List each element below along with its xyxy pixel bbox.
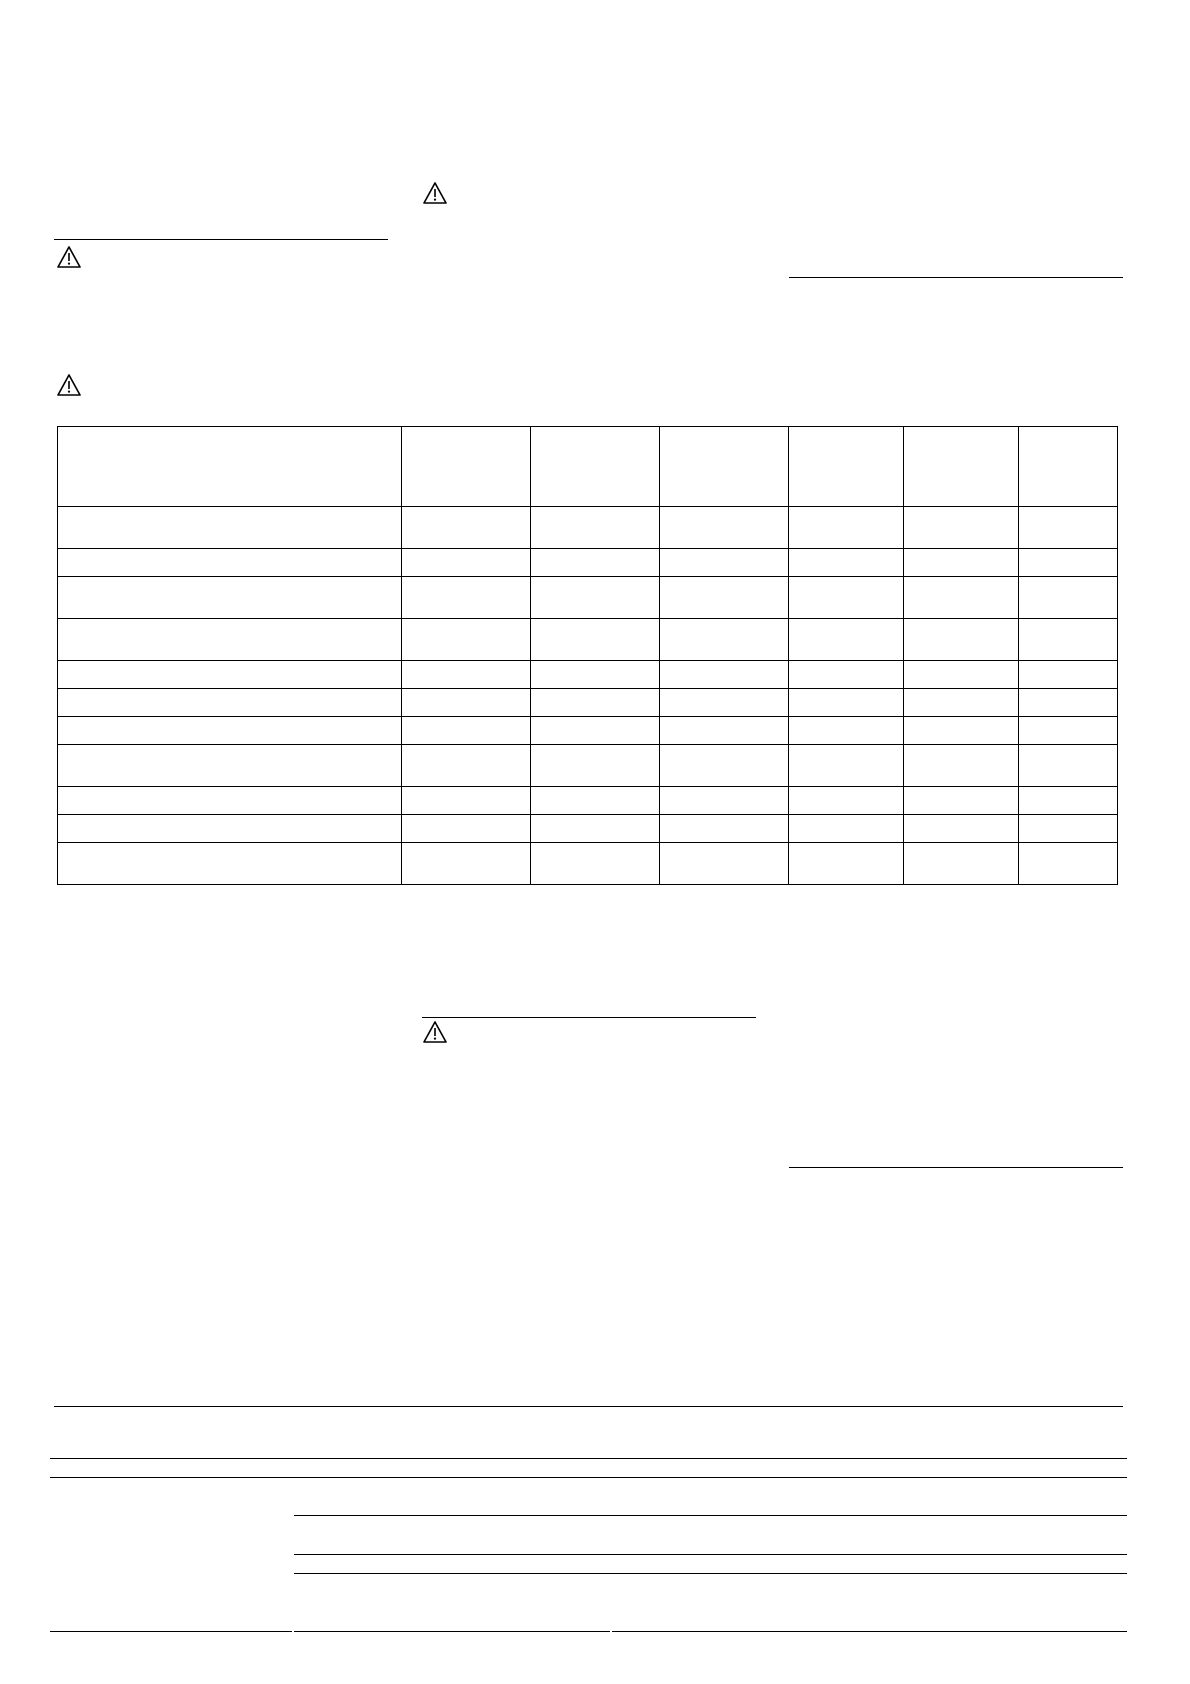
table-cell bbox=[789, 689, 904, 717]
table-cell bbox=[1019, 689, 1118, 717]
table-header-cell bbox=[789, 427, 904, 507]
table-cell bbox=[660, 619, 789, 661]
table-cell bbox=[531, 507, 660, 549]
table-cell bbox=[58, 507, 402, 549]
table-cell bbox=[904, 843, 1019, 885]
table-cell bbox=[660, 843, 789, 885]
footer-rule bbox=[50, 1631, 292, 1632]
section-heading-rule bbox=[789, 1167, 1123, 1168]
table-cell bbox=[789, 507, 904, 549]
table-cell bbox=[660, 577, 789, 619]
table-row bbox=[58, 745, 1118, 787]
table-cell bbox=[402, 689, 531, 717]
footer-rule bbox=[294, 1631, 610, 1632]
table-cell bbox=[531, 843, 660, 885]
table-cell bbox=[789, 787, 904, 815]
table-cell bbox=[531, 717, 660, 745]
table-row bbox=[58, 689, 1118, 717]
table-cell bbox=[58, 689, 402, 717]
table-cell bbox=[904, 717, 1019, 745]
table-row bbox=[58, 619, 1118, 661]
table-cell bbox=[1019, 717, 1118, 745]
table-cell bbox=[402, 507, 531, 549]
table-cell bbox=[402, 787, 531, 815]
table-cell bbox=[531, 815, 660, 843]
table-cell bbox=[402, 549, 531, 577]
footer-rule bbox=[50, 1477, 1127, 1478]
table-row bbox=[58, 843, 1118, 885]
footer-rule bbox=[294, 1515, 1127, 1516]
table-row bbox=[58, 661, 1118, 689]
footer-rule bbox=[294, 1573, 1127, 1574]
table-cell bbox=[58, 619, 402, 661]
table-header-cell bbox=[531, 427, 660, 507]
table-cell bbox=[1019, 577, 1118, 619]
table-cell bbox=[402, 619, 531, 661]
table-header-cell bbox=[402, 427, 531, 507]
table-cell bbox=[58, 815, 402, 843]
table-cell bbox=[904, 577, 1019, 619]
table-cell bbox=[789, 717, 904, 745]
warning-icon bbox=[56, 245, 82, 269]
table-row bbox=[58, 577, 1118, 619]
table-cell bbox=[660, 661, 789, 689]
table-row bbox=[58, 717, 1118, 745]
table-cell bbox=[660, 815, 789, 843]
table-cell bbox=[531, 549, 660, 577]
table-cell bbox=[789, 843, 904, 885]
table-cell bbox=[904, 661, 1019, 689]
table-cell bbox=[402, 815, 531, 843]
table-cell bbox=[660, 787, 789, 815]
table-cell bbox=[58, 787, 402, 815]
table-cell bbox=[904, 787, 1019, 815]
table-cell bbox=[531, 745, 660, 787]
table-cell bbox=[904, 815, 1019, 843]
table-cell bbox=[402, 717, 531, 745]
table-cell bbox=[789, 745, 904, 787]
table-cell bbox=[58, 577, 402, 619]
table-cell bbox=[1019, 787, 1118, 815]
warning-icon bbox=[422, 181, 448, 205]
table-cell bbox=[1019, 745, 1118, 787]
table-cell bbox=[1019, 619, 1118, 661]
table-row bbox=[58, 549, 1118, 577]
warning-icon bbox=[56, 373, 82, 397]
warning-icon bbox=[422, 1020, 448, 1044]
table-cell bbox=[58, 745, 402, 787]
table-cell bbox=[904, 619, 1019, 661]
table-cell bbox=[1019, 549, 1118, 577]
table-cell bbox=[660, 507, 789, 549]
table-cell bbox=[904, 689, 1019, 717]
table-cell bbox=[660, 689, 789, 717]
table-cell bbox=[1019, 843, 1118, 885]
table-cell bbox=[531, 619, 660, 661]
table-cell bbox=[58, 549, 402, 577]
table-cell bbox=[402, 577, 531, 619]
table-cell bbox=[660, 549, 789, 577]
table-row bbox=[58, 787, 1118, 815]
table-cell bbox=[789, 619, 904, 661]
footer-rule bbox=[50, 1458, 1127, 1459]
table-cell bbox=[789, 577, 904, 619]
table-cell bbox=[789, 661, 904, 689]
footer-rule bbox=[54, 1406, 1123, 1407]
table-cell bbox=[531, 787, 660, 815]
section-heading-rule bbox=[789, 277, 1123, 278]
table-cell bbox=[660, 745, 789, 787]
table-cell bbox=[789, 549, 904, 577]
table-header-cell bbox=[904, 427, 1019, 507]
table-cell bbox=[531, 661, 660, 689]
table-cell bbox=[1019, 661, 1118, 689]
table-cell bbox=[660, 717, 789, 745]
table-row bbox=[58, 507, 1118, 549]
table-header-row bbox=[58, 427, 1118, 507]
table-cell bbox=[402, 661, 531, 689]
footer-rule bbox=[294, 1554, 1127, 1555]
table-header-cell bbox=[58, 427, 402, 507]
footer-rule bbox=[612, 1631, 1127, 1632]
table-cell bbox=[402, 843, 531, 885]
table-cell bbox=[58, 717, 402, 745]
table-cell bbox=[1019, 815, 1118, 843]
table-row bbox=[58, 815, 1118, 843]
table-cell bbox=[58, 661, 402, 689]
table-cell bbox=[904, 507, 1019, 549]
table-cell bbox=[904, 745, 1019, 787]
table-cell bbox=[531, 577, 660, 619]
section-heading-rule bbox=[54, 239, 388, 240]
section-heading-rule bbox=[422, 1017, 756, 1018]
table-cell bbox=[1019, 507, 1118, 549]
table-cell bbox=[789, 815, 904, 843]
spec-table bbox=[57, 426, 1118, 885]
table-header-cell bbox=[1019, 427, 1118, 507]
table-cell bbox=[58, 843, 402, 885]
table-cell bbox=[531, 689, 660, 717]
table-cell bbox=[904, 549, 1019, 577]
table-header-cell bbox=[660, 427, 789, 507]
table-cell bbox=[402, 745, 531, 787]
